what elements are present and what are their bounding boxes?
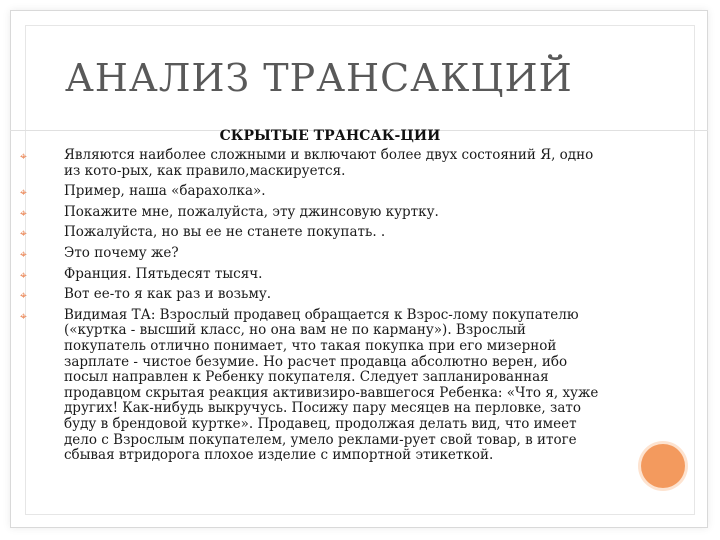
- bullet-text: Видимая ТА: Взрослый продавец обращается к Взрос-лому покупателю («куртка - высший класс, но она вам не по карману»). Взрослый покупатель отлично понимает, что такая покупка при его мизерной зарплате - чистое безумие. Но расчет продавца абсолютно верен, ибо посыл направлен к Ребенку покупателя. Следует запланированная продавцом скрытая реакция активизиро-вавшегося Ребенка: «Что я, хуже других! Как-нибудь выкручусь. Посижу пару месяцев на перловке, зато буду в брендовой куртке». Продавец, продолжая делать вид, что имеет дело с Взрослым покупателем, умело реклами-рует свой товар, в итоге сбывая втридорога плохое изделие с импортной этикеткой.: [64, 306, 599, 464]
- crosshair-circle-icon: ⌖: [20, 226, 27, 241]
- bullet-text: Являются наиболее сложными и включают более двух состояний Я, одно из кото-рых, как правило,маскируется.: [64, 147, 594, 179]
- decorative-circle: [641, 444, 685, 488]
- bullet-text: Пример, наша «барахолка».: [64, 183, 266, 200]
- bullet-item: [20, 184, 605, 200]
- bullet-item: [20, 225, 605, 241]
- bullet-text: Франция. Пятьдесят тысяч.: [64, 265, 263, 282]
- crosshair-circle-icon: ⌖: [20, 308, 27, 323]
- bullet-item: [20, 267, 605, 283]
- bullet-text: Пожалуйста, но вы ее не станете покупать. .: [64, 224, 386, 241]
- bullet-item: [20, 287, 605, 303]
- bullet-list: [20, 148, 605, 469]
- crosshair-circle-icon: ⌖: [20, 205, 27, 220]
- bullet-item: [20, 148, 605, 179]
- slide-title: АНАЛИЗ ТРАНСАКЦИЙ: [65, 56, 573, 100]
- crosshair-circle-icon: ⌖: [20, 288, 27, 303]
- crosshair-circle-icon: ⌖: [20, 246, 27, 261]
- bullet-item: [20, 205, 605, 221]
- bullet-text: Это почему же?: [64, 244, 179, 261]
- bullet-text: Вот ее-то я как раз и возьму.: [64, 286, 272, 303]
- bullet-text: Покажите мне, пожалуйста, эту джинсовую куртку.: [64, 203, 439, 220]
- crosshair-circle-icon: ⌖: [20, 149, 27, 163]
- bullet-item: [20, 308, 605, 464]
- bullet-item: [20, 246, 605, 262]
- crosshair-circle-icon: ⌖: [20, 267, 27, 282]
- slide-subtitle: СКРЫТЫЕ ТРАНСАК-ЦИИ: [219, 128, 441, 144]
- crosshair-circle-icon: ⌖: [20, 185, 27, 200]
